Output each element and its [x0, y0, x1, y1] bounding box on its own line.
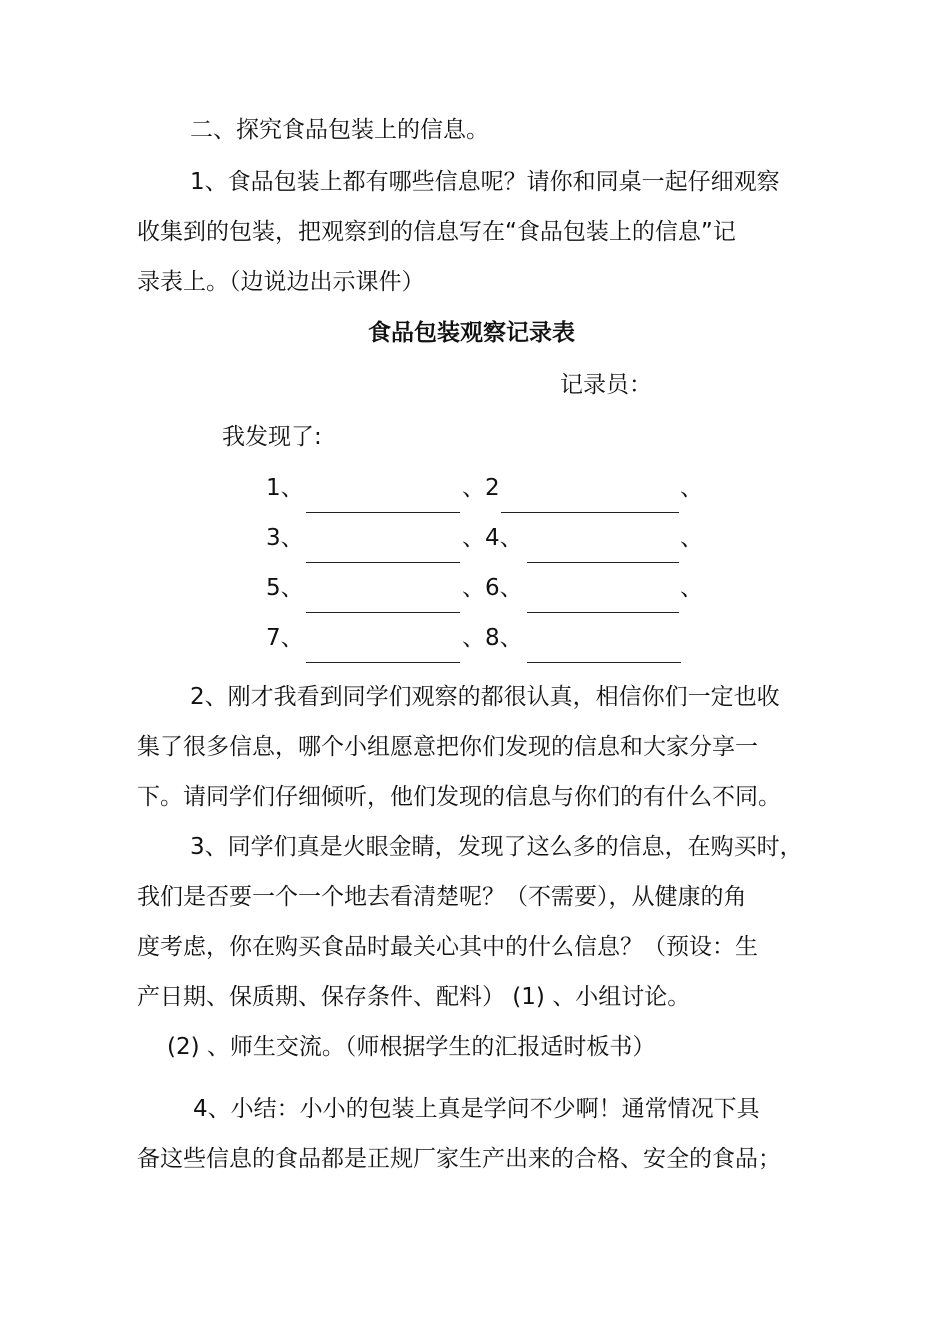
- item-7-label: 7、: [266, 625, 304, 651]
- item-7-blank[interactable]: [306, 662, 460, 663]
- item-5-label: 5、: [266, 575, 304, 601]
- found-label: 我发现了:: [222, 424, 322, 450]
- step3-line5: (2) 、师生交流。（师根据学生的汇报适时板书）: [167, 1034, 656, 1060]
- step1-line3: 录表上。（边说边出示课件）: [137, 269, 425, 295]
- item-1-label: 1、: [266, 475, 304, 501]
- item-6-blank[interactable]: [527, 612, 679, 613]
- step2-line1: 2、刚才我看到同学们观察的都很认真，相信你们一定也收: [190, 684, 780, 710]
- step2-line3: 下。请同学们仔细倾听，他们发现的信息与你们的有什么不同。: [137, 784, 781, 810]
- step3-line4: 产日期、保质期、保存条件、配料） (1) 、小组讨论。: [137, 984, 691, 1010]
- item-8-label: 、8、: [462, 625, 523, 651]
- section-heading: 二、探究食品包装上的信息。: [190, 117, 489, 143]
- step2-line2: 集了很多信息，哪个小组愿意把你们发现的信息和大家分享一: [137, 734, 758, 760]
- step4-line1: 4、小结：小小的包装上真是学问不少啊！通常情况下具: [193, 1096, 760, 1122]
- recorder-label: 记录员：: [560, 372, 652, 398]
- item-2-blank[interactable]: [501, 512, 679, 513]
- table-title: 食品包装观察记录表: [368, 320, 575, 346]
- item-4-label: 、4、: [462, 525, 523, 551]
- item-4-end: 、: [680, 525, 703, 551]
- step1-line2: 收集到的包装，把观察到的信息写在“食品包装上的信息”记: [137, 219, 736, 245]
- item-6-label: 、6、: [462, 575, 523, 601]
- item-1-blank[interactable]: [306, 512, 460, 513]
- item-5-blank[interactable]: [306, 612, 460, 613]
- step3-line3: 度考虑，你在购买食品时最关心其中的什么信息？（预设：生: [137, 934, 758, 960]
- step3-line1: 3、同学们真是火眼金睛，发现了这么多的信息，在购买时，: [190, 834, 803, 860]
- item-3-blank[interactable]: [306, 562, 460, 563]
- item-8-blank[interactable]: [527, 662, 681, 663]
- step4-line2: 备这些信息的食品都是正规厂家生产出来的合格、安全的食品；: [137, 1146, 781, 1172]
- item-3-label: 3、: [266, 525, 304, 551]
- item-6-end: 、: [680, 575, 703, 601]
- item-4-blank[interactable]: [527, 562, 679, 563]
- step3-line2: 我们是否要一个一个地去看清楚呢？（不需要），从健康的角: [137, 884, 747, 910]
- step1-line1: 1、食品包装上都有哪些信息呢？请你和同桌一起仔细观察: [190, 169, 780, 195]
- item-2-label: 、2: [462, 475, 500, 501]
- item-2-end: 、: [680, 475, 703, 501]
